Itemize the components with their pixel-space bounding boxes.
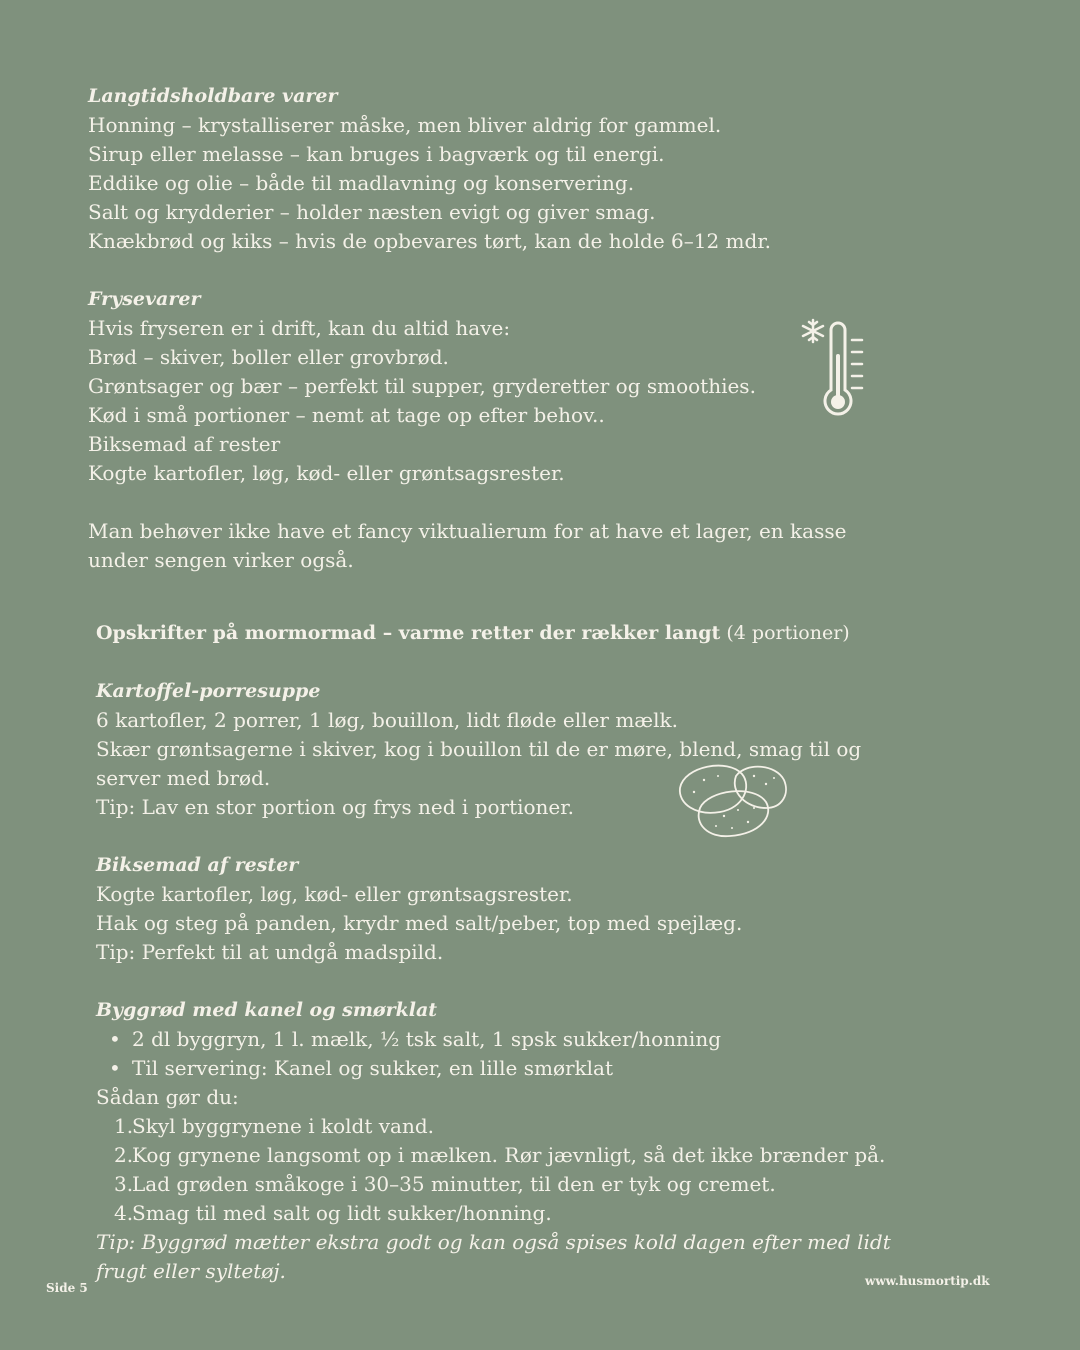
tip-text: Tip: Byggrød mætter ekstra godt og kan også spises kold dagen efter med lidt frugt eller syltetøj. <box>96 1230 891 1283</box>
text-line: Eddike og olie – både til madlavning og konservering. <box>88 171 635 195</box>
list-item: 3. Lad grøden småkoge i 30–35 minutter, til den er tyk og cremet. <box>114 1172 776 1196</box>
text-line: Kogte kartofler, løg, kød- eller grøntsagsrester. <box>96 882 573 906</box>
recipes-section <box>96 619 996 1286</box>
recipe-title: Kartoffel-porresuppe <box>96 680 321 702</box>
recipe-title: Biksemad af rester <box>96 854 299 876</box>
potatoes-icon <box>674 758 790 838</box>
thermometer-snowflake-icon <box>796 316 868 424</box>
text-line: Biksemad af rester <box>88 432 281 456</box>
list-item: 1. Skyl byggrynene i koldt vand. <box>114 1114 435 1138</box>
section-title: Langtidsholdbare varer <box>88 85 338 107</box>
text-line: 6 kartofler, 2 porrer, 1 løg, bouillon, lidt fløde eller mælk. <box>96 708 678 732</box>
steps-list <box>96 1112 996 1228</box>
recipes-title: Opskrifter på mormormad – varme retter der rækker langt (4 portioner) <box>96 622 850 644</box>
text-line: Tip: Perfekt til at undgå madspild. <box>96 940 444 964</box>
ingredient-list <box>96 1025 996 1083</box>
text-line: Sirup eller melasse – kan bruges i bagværk og til energi. <box>88 142 665 166</box>
text-line: Grøntsager og bær – perfekt til supper, gryderetter og smoothies. <box>88 374 756 398</box>
text-line: Skær grøntsagerne i skiver, kog i bouillon til de er møre, blend, smag til og server med brød. <box>96 737 862 790</box>
howto-label: Sådan gør du: <box>96 1085 239 1109</box>
note-text: Man behøver ikke have et fancy viktualierum for at have et lager, en kasse under sengen virker også. <box>88 519 847 572</box>
text-line: Brød – skiver, boller eller grovbrød. <box>88 345 449 369</box>
page-number: Side 5 <box>46 1281 88 1295</box>
text-line: Hak og steg på panden, krydr med salt/peber, top med spejlæg. <box>96 911 743 935</box>
text-line: Tip: Lav en stor portion og frys ned i portioner. <box>96 795 574 819</box>
list-item: • Til servering: Kanel og sukker, en lille smørklat <box>96 1054 996 1083</box>
recipe-title: Byggrød med kanel og smørklat <box>96 999 438 1021</box>
text-line: Kogte kartofler, løg, kød- eller grøntsagsrester. <box>88 461 565 485</box>
text-line: Salt og krydderier – holder næsten evigt og giver smag. <box>88 200 656 224</box>
website-link[interactable]: www.husmortip.dk <box>865 1274 990 1288</box>
text-line: Knækbrød og kiks – hvis de opbevares tørt, kan de holde 6–12 mdr. <box>88 229 772 253</box>
text-line: Honning – krystalliserer måske, men bliver aldrig for gammel. <box>88 113 722 137</box>
list-item: 2. Kog grynene langsomt op i mælken. Rør jævnligt, så det ikke brænder på. <box>114 1143 886 1167</box>
list-item: • 2 dl byggryn, 1 l. mælk, ½ tsk salt, 1 spsk sukker/honning <box>96 1025 996 1054</box>
text-line: Kød i små portioner – nemt at tage op efter behov.. <box>88 403 605 427</box>
section-title: Frysevarer <box>88 288 201 310</box>
text-line: Hvis fryseren er i drift, kan du altid have: <box>88 316 511 340</box>
list-item: 4. Smag til med salt og lidt sukker/honning. <box>114 1201 552 1225</box>
